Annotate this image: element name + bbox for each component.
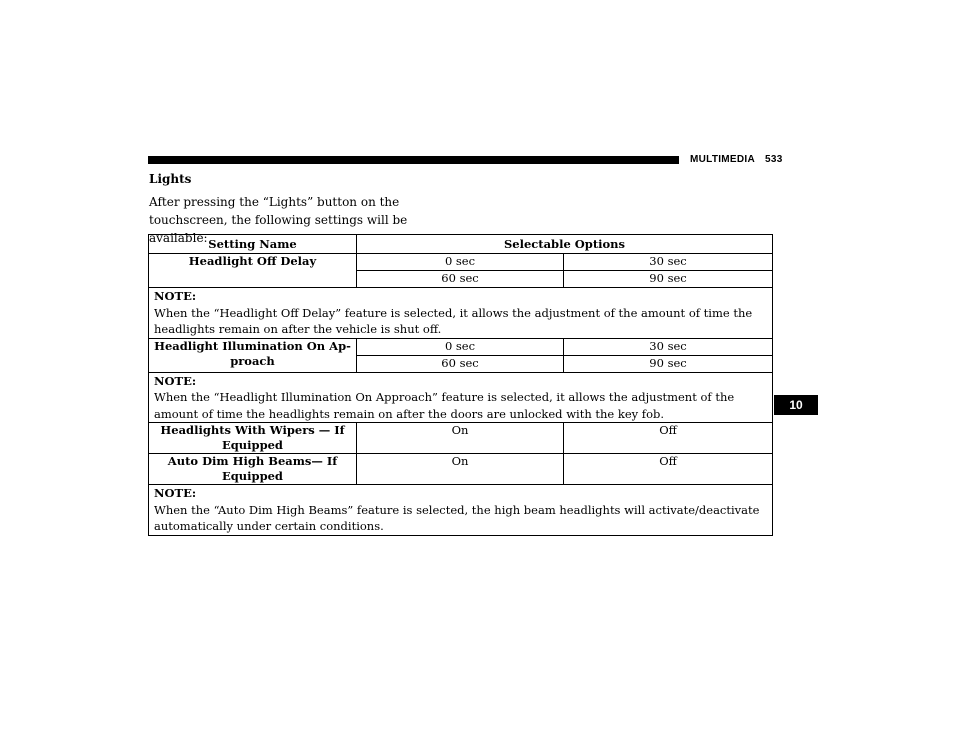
setting-name-headlight-off-delay: Headlight Off Delay bbox=[149, 254, 357, 288]
option-cell: 0 sec bbox=[357, 338, 564, 355]
setting-name-headlight-illumination-on-approach: Headlight Illumination On Approach bbox=[149, 338, 357, 372]
note-headlight-off-delay bbox=[149, 288, 773, 339]
setting-name-auto-dim-high-beams: Auto Dim High Beams— If Equipped bbox=[149, 454, 357, 485]
option-cell: 90 sec bbox=[564, 355, 773, 372]
column-header-setting-name: Setting Name bbox=[149, 235, 357, 254]
option-cell: 30 sec bbox=[564, 338, 773, 355]
running-header bbox=[690, 154, 783, 165]
note-headlight-illumination-on-approach bbox=[149, 372, 773, 423]
chapter-tab: 10 bbox=[774, 395, 818, 415]
header-rule bbox=[148, 156, 679, 164]
option-cell: On bbox=[357, 454, 564, 485]
option-cell: 90 sec bbox=[564, 271, 773, 288]
intro-paragraph: After pressing the “Lights” button on the touchscreen, the following settings will be available: bbox=[149, 195, 408, 245]
section-name: MULTIMEDIA bbox=[690, 154, 756, 165]
section-title: Lights bbox=[149, 172, 192, 186]
option-cell: Off bbox=[564, 423, 773, 454]
option-cell: 60 sec bbox=[357, 271, 564, 288]
option-cell: 60 sec bbox=[357, 355, 564, 372]
option-cell: Off bbox=[564, 454, 773, 485]
lights-settings-table bbox=[148, 234, 773, 536]
page-number: 533 bbox=[765, 154, 783, 165]
option-cell: 30 sec bbox=[564, 254, 773, 271]
setting-name-headlights-with-wipers: Headlights With Wipers — If Equipped bbox=[149, 423, 357, 454]
note-label: NOTE: bbox=[154, 373, 197, 388]
note-label: NOTE: bbox=[154, 486, 197, 500]
note-label: NOTE: bbox=[154, 289, 197, 303]
option-cell: On bbox=[357, 423, 564, 454]
note-text: When the “Headlight Off Delay” feature is selected, it allows the adjustment of the amount of time the headlights remain on after the vehicle is shut off. bbox=[154, 305, 753, 336]
note-text: When the “Headlight Illumination On Approach” feature is selected, it allows the adjustment of the amount of time the headlights remain on after the doors are unlocked with the key fob. bbox=[154, 390, 735, 421]
option-cell: 0 sec bbox=[357, 254, 564, 271]
column-header-selectable-options: Selectable Options bbox=[357, 235, 773, 254]
note-text: When the “Auto Dim High Beams” feature is selected, the high beam headlights will activate/deactivate automatically under certain conditions. bbox=[154, 502, 760, 533]
note-auto-dim-high-beams bbox=[149, 485, 773, 536]
